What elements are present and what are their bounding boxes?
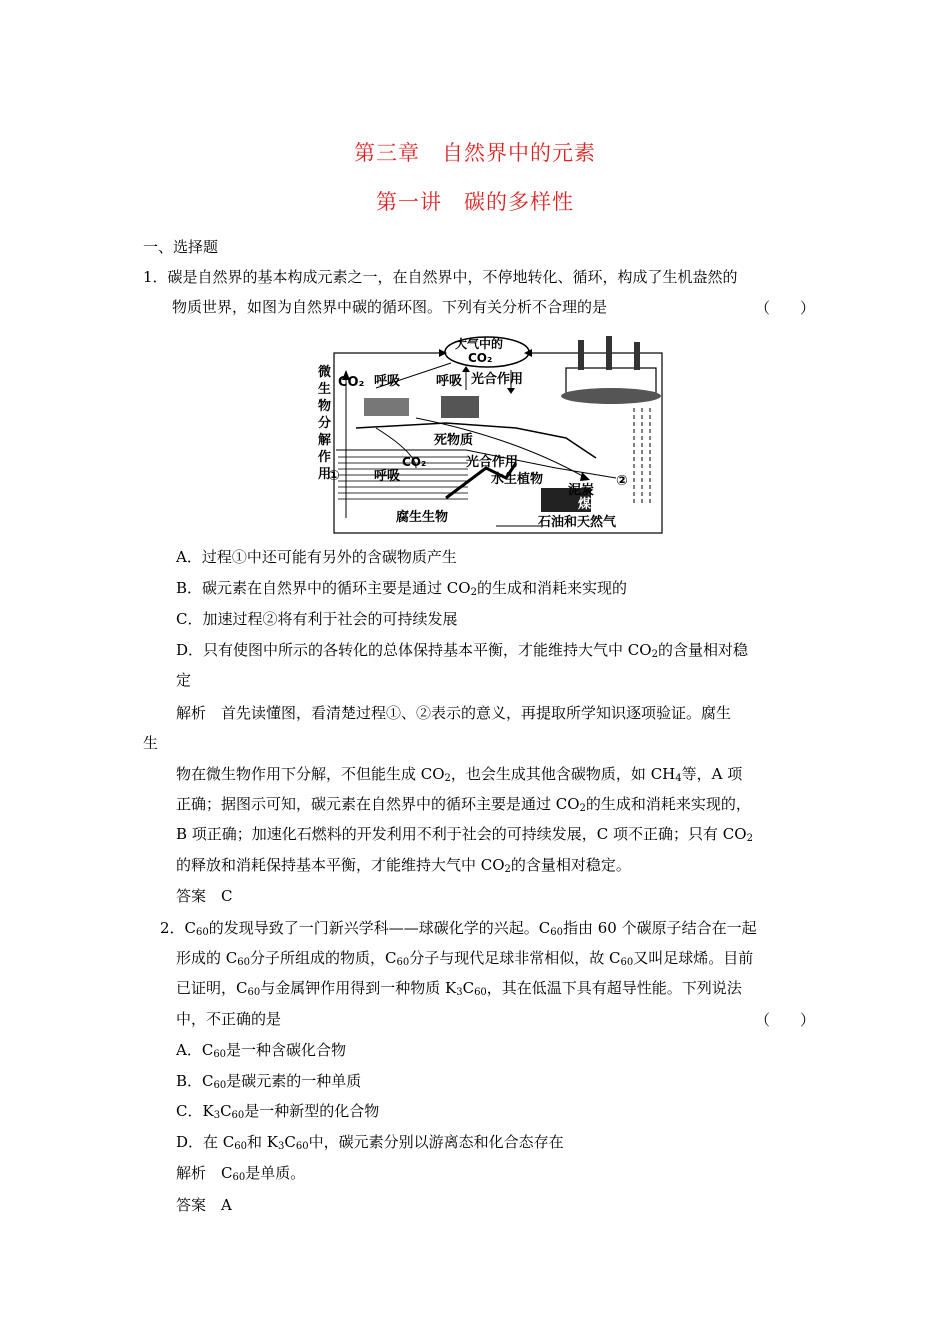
q1-analysis-line4: B 项正确；加速化石燃料的开发利用不利于社会的可持续发展，C 项不正确；只有 $CO_2$ <box>176 825 753 844</box>
q2-stem-line2: 形成的 $C_{60}$分子所组成的物质，$C_{60}$分子与现代足球非常相似，故 $C_{60}$又叫足球烯。目前 <box>176 949 754 968</box>
q1-stem-line2: 物质世界，如图为自然界中碳的循环图。下列有关分析不合理的是 <box>172 298 608 316</box>
q1-analysis-line5: 的释放和消耗保持基本平衡，才能维持大气中 $CO_2$的含量相对稳定。 <box>176 856 631 875</box>
q1-option-d: D．只有使图中所示的各转化的总体保持基本平衡，才能维持大气中 $CO_2$的含量相对稳 <box>176 641 748 660</box>
chimney <box>578 340 584 370</box>
section-label: 一、选择题 <box>143 238 219 256</box>
co2-water-label: CO₂ <box>402 455 427 469</box>
aquatic-plants-label: 水生植物 <box>491 472 544 487</box>
animal-shape <box>441 396 479 418</box>
oil-gas-label: 石油和天然气 <box>538 515 617 530</box>
q1-analysis-line2: 物在微生物作用下分解，不但能生成 $CO_2$，也会生成其他含碳物质，如 $CH_4$等，A 项 <box>176 765 743 784</box>
vertical-char: 微 <box>318 365 332 380</box>
chapter-title: 第三章 自然界中的元素 <box>354 141 596 165</box>
dead-matter-label: 死物质 <box>434 433 474 448</box>
atmosphere-label-2: CO₂ <box>468 351 493 365</box>
respiration-label-1: 呼吸 <box>374 374 401 389</box>
lecture-title: 第一讲 碳的多样性 <box>376 190 574 214</box>
peat-label: 泥炭 <box>568 483 595 498</box>
arrow-head <box>462 366 470 372</box>
process-2-label: ② <box>616 473 628 489</box>
q2-answer: 答案 A <box>176 1196 232 1214</box>
process-1-label: ① <box>328 468 340 484</box>
q1-option-d-cont: 定 <box>176 671 192 689</box>
arrow-head <box>507 388 515 394</box>
animal-shape <box>364 398 409 416</box>
q1-analysis-line1: 解析 首先读懂图，看清楚过程①、②表示的意义，再提取所学知识逐项验证。腐生 <box>176 704 732 722</box>
vertical-char: 解 <box>318 433 332 448</box>
q2-stem-line1: 2．$C_{60}$的发现导致了一门新兴学科——球碳化学的兴起。$C_{60}$指由 60 个碳原子结合在一起 <box>160 919 757 938</box>
q1-stem-line1: 1．碳是自然界的基本构成元素之一，在自然界中，不停地转化、循环，构成了生机盎然的 <box>143 268 738 286</box>
carbon-cycle-diagram <box>316 328 670 538</box>
q2-option-c: C．$K_3C_{60}$是一种新型的化合物 <box>176 1102 380 1121</box>
q2-option-d: D．在 $C_{60}$和 $K_3C_{60}$中，碳元素分别以游离态和化合态存在 <box>176 1133 564 1152</box>
chimney <box>634 342 640 370</box>
vertical-char: 物 <box>318 399 332 414</box>
q2-answer-paren: （ ） <box>755 1011 816 1029</box>
vertical-char: 生 <box>318 382 332 397</box>
q1-option-b: B．碳元素在自然界中的循环主要是通过 $CO_2$的生成和消耗来实现的 <box>176 579 627 598</box>
decomposition-vertical-label <box>318 364 332 482</box>
vertical-char: 分 <box>318 416 332 431</box>
q2-analysis: 解析 $C_{60}$是单质。 <box>176 1164 306 1183</box>
q1-answer: 答案 C <box>176 887 233 905</box>
coal-label: 煤 <box>578 497 592 512</box>
q2-stem-line4: 中，不正确的是 <box>176 1010 282 1028</box>
respiration-label-2: 呼吸 <box>436 374 463 389</box>
vertical-char: 作 <box>318 450 332 465</box>
q2-stem-line3: 已证明，$C_{60}$与金属钾作用得到一种物质 $K_3C_{60}$，其在低温下具有超导性能。下列说法 <box>176 979 742 998</box>
chimney <box>606 336 612 370</box>
q1-analysis-line1-cont: 生 <box>143 734 159 752</box>
q2-option-a: A．$C_{60}$是一种含碳化合物 <box>176 1041 347 1060</box>
vertical-char: 用 <box>318 467 332 482</box>
photosynthesis-label-1: 光合作用 <box>471 372 524 387</box>
atmosphere-label-1: 大气中的 <box>455 337 504 351</box>
q1-analysis-line3: 正确；据图示可知，碳元素在自然界中的循环主要是通过 $CO_2$的生成和消耗来实现的， <box>176 795 751 814</box>
saprophytes-label: 腐生生物 <box>396 510 449 525</box>
respiration-label-3: 呼吸 <box>374 469 401 484</box>
vehicle-shape <box>561 388 661 404</box>
q1-option-a: A．过程①中还可能有另外的含碳物质产生 <box>176 548 457 566</box>
q1-option-c: C．加速过程②将有利于社会的可持续发展 <box>176 610 458 628</box>
q2-option-b: B．$C_{60}$是碳元素的一种单质 <box>176 1072 362 1091</box>
co2-left-label: CO₂ <box>338 375 365 390</box>
q1-answer-paren: （ ） <box>755 299 816 317</box>
photosynthesis-label-2: 光合作用 <box>466 455 519 470</box>
